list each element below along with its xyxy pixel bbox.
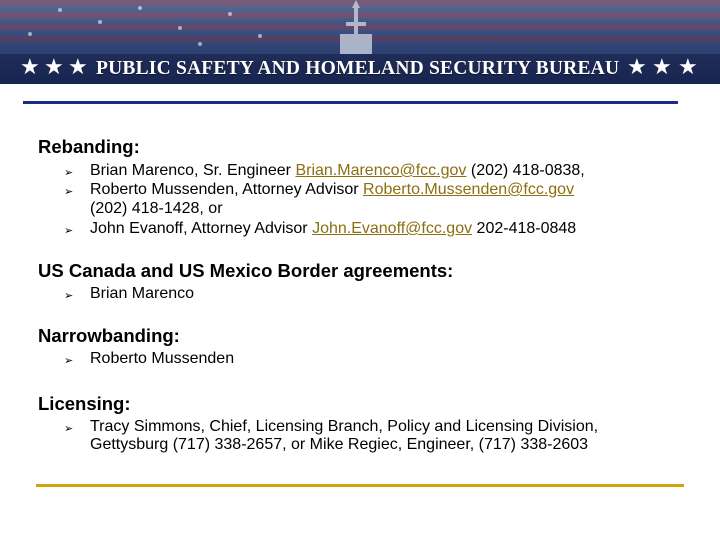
- header-banner: [0, 0, 720, 84]
- rebanding-contact-evanoff: [90, 220, 576, 238]
- narrowbanding-contact: Roberto Mussenden: [90, 350, 235, 367]
- star-icon: ★: [44, 55, 64, 80]
- border-contact: Brian Marenco: [90, 285, 195, 302]
- contact-text: John Evanoff, Attorney Advisor: [90, 220, 313, 237]
- star-icon: ★: [627, 55, 647, 80]
- email-link-marenco[interactable]: Brian.Marenco@fcc.gov: [295, 162, 467, 179]
- rebanding-contact-mussenden: [90, 181, 574, 199]
- bullet-arrow-icon: ➢: [64, 422, 74, 435]
- bullet-arrow-icon: ➢: [64, 354, 74, 367]
- licensing-contact-line-1: Tracy Simmons, Chief, Licensing Branch, Policy and Licensing Division,: [90, 418, 599, 435]
- star-icon: ★: [678, 55, 698, 80]
- rebanding-contact-marenco: [90, 162, 585, 180]
- contact-text: Brian Marenco, Sr. Engineer: [90, 162, 296, 179]
- contact-phone: 202-418-0848: [472, 220, 577, 237]
- bullet-arrow-icon: ➢: [64, 166, 74, 179]
- bureau-title: PUBLIC SAFETY AND HOMELAND SECURITY BUREAU: [96, 58, 620, 79]
- licensing-contact-line-2: Gettysburg (717) 338-2657, or Mike Regiec, Engineer, (717) 338-2603: [90, 436, 589, 453]
- star-icon: ★: [20, 55, 40, 80]
- email-link-evanoff[interactable]: John.Evanoff@fcc.gov: [312, 220, 473, 237]
- bullet-arrow-icon: ➢: [64, 185, 74, 198]
- top-divider: [23, 101, 678, 104]
- bullet-arrow-icon: ➢: [64, 289, 74, 302]
- star-icon: ★: [652, 55, 672, 80]
- email-link-mussenden[interactable]: Roberto.Mussenden@fcc.gov: [363, 181, 575, 198]
- star-icon: ★: [68, 55, 88, 80]
- bullet-arrow-icon: ➢: [64, 224, 74, 237]
- rebanding-contact-mussenden-phone: (202) 418-1428, or: [90, 200, 223, 217]
- section-heading-licensing: Licensing:: [38, 393, 131, 414]
- bottom-divider: [36, 484, 684, 487]
- contact-text: Roberto Mussenden, Attorney Advisor: [90, 181, 364, 198]
- section-heading-narrowbanding: Narrowbanding:: [38, 325, 180, 346]
- contact-phone: (202) 418-0838,: [466, 162, 585, 179]
- section-heading-rebanding: Rebanding:: [38, 136, 140, 157]
- section-heading-border: US Canada and US Mexico Border agreements:: [38, 260, 454, 281]
